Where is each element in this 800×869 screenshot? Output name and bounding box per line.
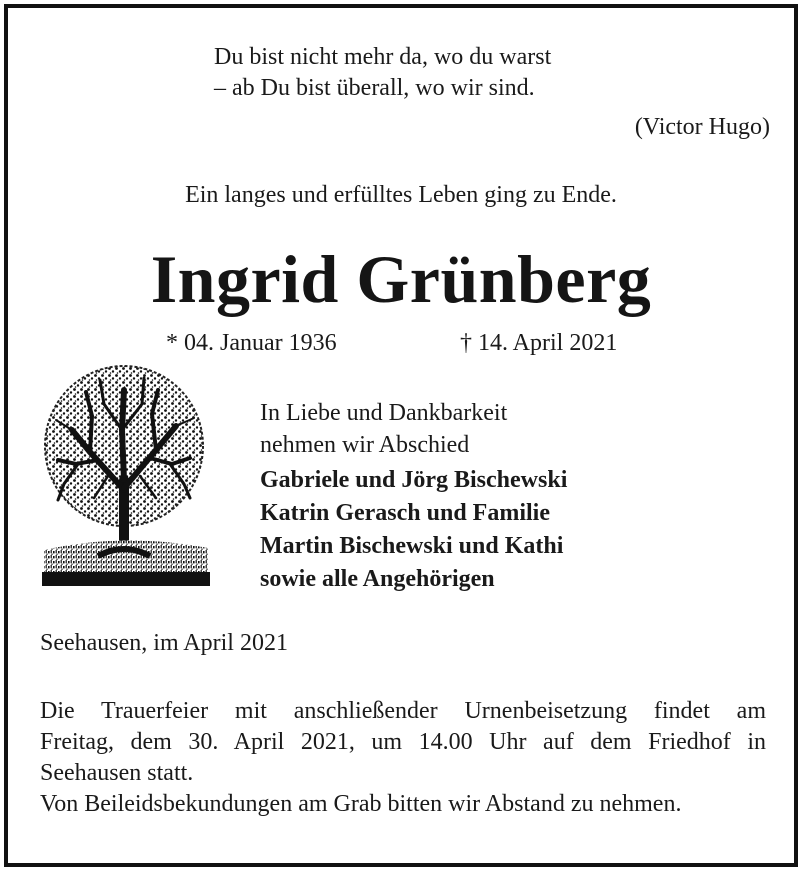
obituary-frame bbox=[4, 4, 798, 867]
mourners-line-1: In Liebe und Dankbarkeit bbox=[260, 400, 508, 426]
mourner-name: Martin Bischewski und Kathi bbox=[260, 533, 564, 559]
mourner-name: Gabriele und Jörg Bischewski bbox=[260, 467, 568, 493]
quote-line-2: – ab Du bist überall, wo wir sind. bbox=[214, 75, 535, 101]
mourners-line-2: nehmen wir Abschied bbox=[260, 432, 470, 458]
ceremony-line-2: Freitag, dem 30. April 2021, um 14.00 Uhr auf dem Friedhof in bbox=[40, 729, 766, 755]
ceremony-line-3: Seehausen statt. bbox=[40, 760, 194, 786]
tree-icon bbox=[38, 360, 210, 588]
quote-line-1: Du bist nicht mehr da, wo du warst bbox=[214, 44, 552, 70]
ceremony-line-4: Von Beileidsbekundungen am Grab bitten wir Abstand zu nehmen. bbox=[40, 791, 682, 817]
place-date: Seehausen, im April 2021 bbox=[40, 630, 288, 656]
intro-text: Ein langes und erfülltes Leben ging zu Ende. bbox=[185, 182, 617, 208]
mourner-name: Katrin Gerasch und Familie bbox=[260, 500, 550, 526]
ceremony-text bbox=[40, 696, 766, 820]
ceremony-line-1: Die Trauerfeier mit anschließender Urnenbeisetzung findet am bbox=[40, 698, 766, 724]
death-date: † 14. April 2021 bbox=[460, 330, 618, 356]
quote-author: (Victor Hugo) bbox=[634, 114, 770, 140]
deceased-name: Ingrid Grünberg bbox=[150, 241, 652, 317]
birth-date: * 04. Januar 1936 bbox=[166, 330, 337, 356]
mourner-name: sowie alle Angehörigen bbox=[260, 566, 495, 592]
